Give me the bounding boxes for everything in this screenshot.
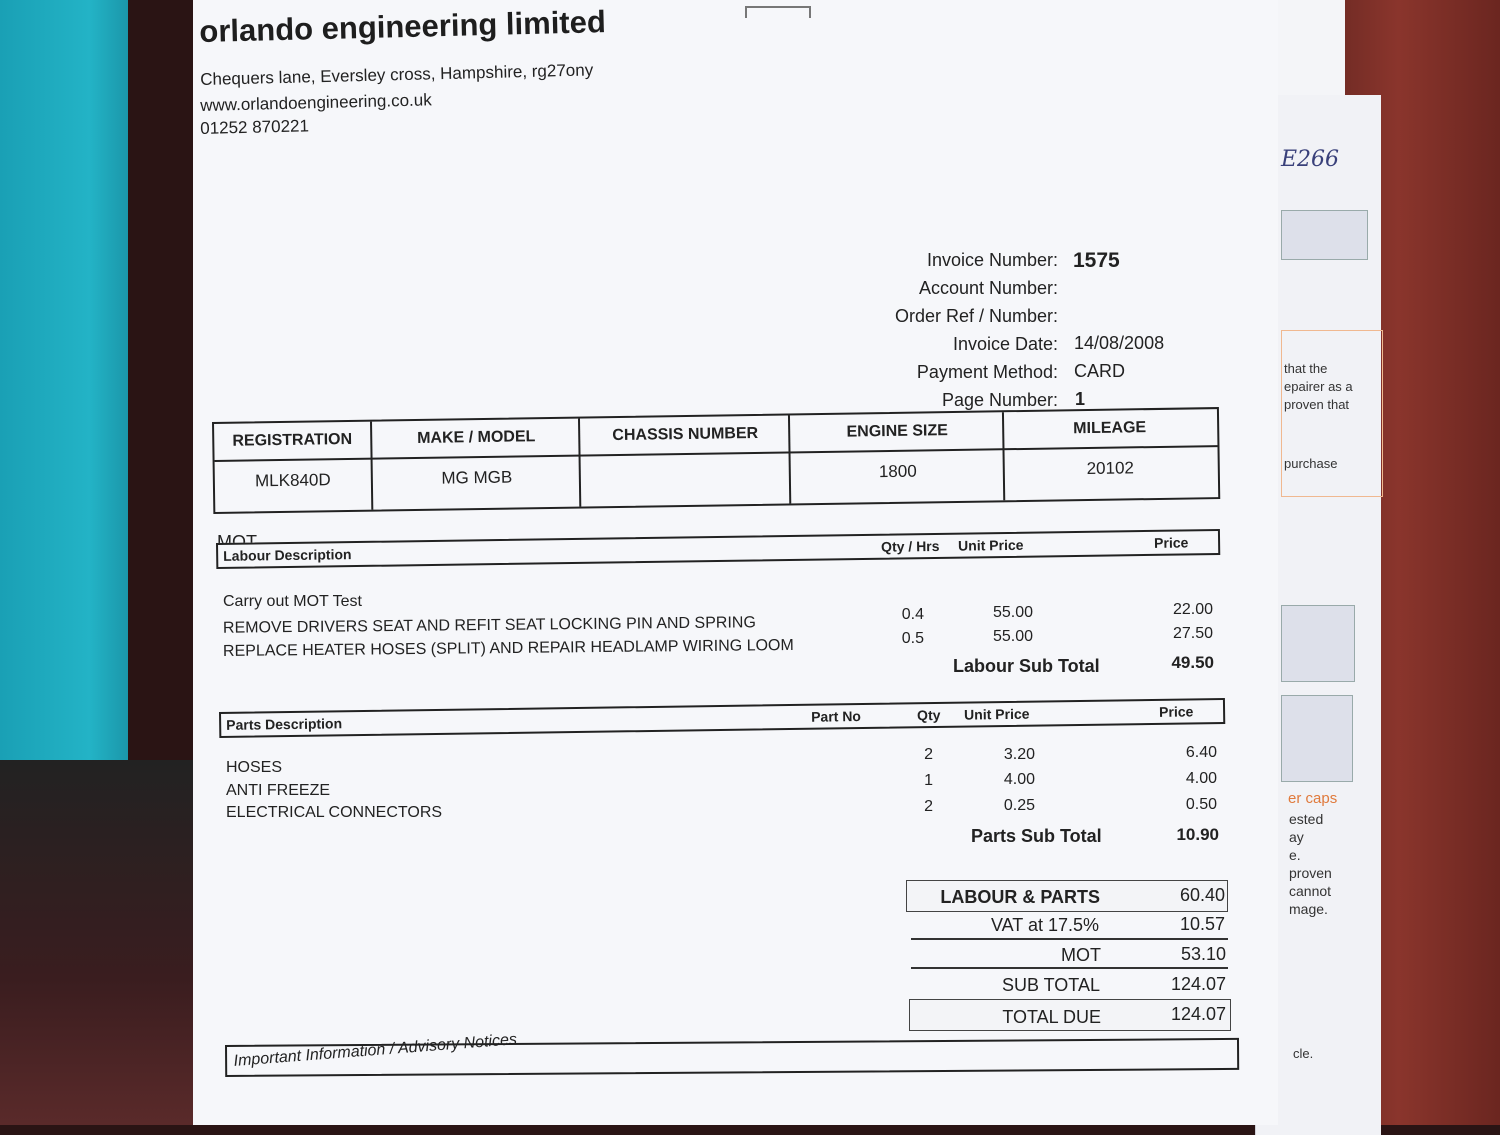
invoice-number-label: Invoice Number: [926,250,1058,270]
back-note-line: e. [1289,847,1301,863]
parts-desc-header: Parts Description [226,715,343,733]
labour-unit-header: Unit Price [957,536,1024,554]
back-box [1281,605,1355,682]
payment-method: CARD [1074,361,1126,381]
vehicle-table [212,407,1220,514]
vehicle-col-make [370,419,581,510]
back-note-line: proven that [1284,397,1350,412]
parts-row-price: 6.40 [1185,744,1217,761]
parts-row-desc: ELECTRICAL CONNECTORS [226,804,443,821]
order-ref-label: Order Ref / Number: [894,306,1058,326]
vehicle-mileage: 20102 [1086,458,1135,479]
back-page-top [1270,0,1345,100]
labour-subtotal: 49.50 [1171,653,1214,672]
staple-mark [745,6,811,18]
vehicle-col-engine [788,412,1005,503]
back-note-line: that the [1284,361,1328,376]
teal-folder [0,0,128,790]
labour-desc-header: Labour Description [223,546,352,564]
vehicle-col-chassis [578,415,791,506]
parts-row-unit: 3.20 [1003,746,1035,763]
back-note-line: ested [1289,811,1324,827]
parts-price-header: Price [1158,703,1194,720]
back-note-4: cle. [1293,1046,1314,1061]
back-orange-text: er caps [1288,790,1338,807]
parts-subtotal-label: Parts Sub Total [971,826,1102,846]
parts-qty-header: Qty [917,706,941,724]
back-note-line: proven [1289,865,1332,881]
advisory-notice-box [225,1031,1239,1077]
handwritten-number: E266 [1281,147,1340,172]
parts-row-desc: ANTI FREEZE [226,782,331,799]
total-subtotal-label: SUB TOTAL [1001,975,1100,995]
total-labour-parts-value: 60.40 [1179,885,1225,905]
parts-row-unit: 4.00 [1003,771,1035,788]
total-due-value: 124.07 [1170,1004,1226,1024]
vehicle-header: MILEAGE [1073,419,1147,438]
back-note-line: mage. [1289,901,1328,917]
parts-row-qty: 2 [924,746,933,763]
account-number-label: Account Number: [918,278,1058,298]
back-note-2: purchase [1284,456,1338,471]
company-name: orlando engineering limited [199,4,607,49]
labour-subtotal-label: Labour Sub Total [953,656,1100,676]
back-box [1281,210,1368,260]
total-due-label: TOTAL DUE [1002,1007,1101,1027]
back-note-line: cannot [1289,883,1332,899]
parts-row-qty: 1 [924,772,933,789]
dark-background [0,760,200,1125]
parts-row-qty: 2 [924,798,933,815]
labour-table-header [216,529,1220,569]
parts-row-price: 0.50 [1185,796,1217,813]
labour-row-unit: 55.00 [992,604,1033,621]
labour-row-qty: 0.5 [901,630,924,647]
totals-divider [911,967,1228,969]
labour-qty-header: Qty / Hrs [881,537,940,555]
vehicle-col-registration [214,422,371,512]
parts-row-price: 4.00 [1185,770,1217,787]
total-labour-parts-label: LABOUR & PARTS [940,887,1100,907]
vehicle-col-mileage [1002,409,1216,500]
total-vat-value: 10.57 [1179,914,1225,934]
company-website: www.orlandoengineering.co.uk [200,90,432,115]
vehicle-header: REGISTRATION [232,430,353,450]
parts-partno-header: Part No [811,708,862,725]
company-phone: 01252 870221 [200,116,310,138]
total-subtotal-value: 124.07 [1170,974,1226,994]
back-note-3 [1289,810,1332,918]
parts-row-unit: 0.25 [1003,797,1035,814]
labour-row-desc: Carry out MOT Test [223,593,362,610]
invoice-page [193,0,1278,1125]
invoice-date-label: Invoice Date: [952,334,1058,354]
vehicle-engine-size: 1800 [878,461,917,482]
parts-unit-header: Unit Price [963,705,1030,723]
back-note-line: ay [1289,829,1304,845]
labour-row-desc: REMOVE DRIVERS SEAT AND REFIT SEAT LOCKING PIN AND SPRING [222,614,756,637]
parts-table-header [219,698,1225,738]
page-number-label: Page Number: [941,390,1058,410]
parts-row-desc: HOSES [226,759,283,776]
back-note-1 [1284,360,1353,414]
total-mot-label: MOT [1061,945,1101,965]
labour-row-price: 22.00 [1172,601,1213,618]
total-mot-value: 53.10 [1180,944,1226,964]
advisory-notice-label: Important Information / Advisory Notices [233,1031,518,1070]
total-vat-label: VAT at 17.5% [990,915,1099,935]
invoice-number: 1575 [1073,249,1120,272]
invoice-date: 14/08/2008 [1074,333,1165,353]
back-box [1281,695,1353,782]
labour-row-qty: 0.4 [901,606,924,623]
vehicle-header: CHASSIS NUMBER [612,424,759,445]
labour-row-unit: 55.00 [992,628,1033,645]
labour-row-price: 27.50 [1172,625,1213,642]
vehicle-chassis [581,463,791,466]
labour-row-desc: REPLACE HEATER HOSES (SPLIT) AND REPAIR HEADLAMP WIRING LOOM [222,637,794,660]
vehicle-make-model: MG MGB [441,467,513,488]
labour-price-header: Price [1153,534,1189,551]
payment-method-label: Payment Method: [916,362,1058,382]
totals-divider [911,938,1228,940]
vehicle-registration: MLK840D [254,470,331,491]
company-address: Chequers lane, Eversley cross, Hampshire, rg27ony [200,60,594,89]
page-number: 1 [1075,389,1086,409]
vehicle-header: ENGINE SIZE [846,422,949,441]
parts-subtotal: 10.90 [1176,825,1219,844]
vehicle-header: MAKE / MODEL [417,428,536,447]
back-note-line: epairer as a [1284,379,1353,394]
